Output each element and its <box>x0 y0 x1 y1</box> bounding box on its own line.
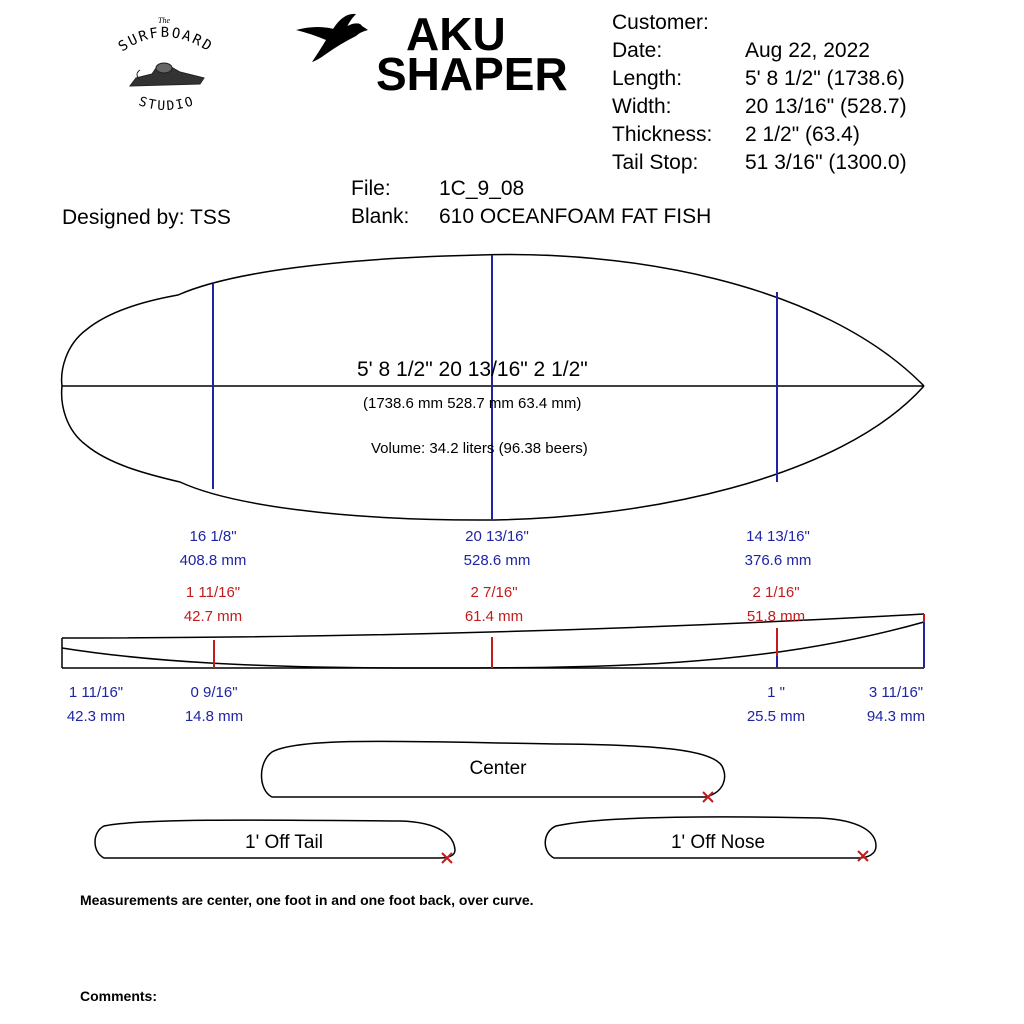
brand-line-1: AKU <box>406 8 506 60</box>
spec-tail-stop-value: 51 3/16" (1300.0) <box>745 151 907 174</box>
rocker-tail-mm: 42.3 mm <box>66 708 126 725</box>
thickness-tail-mm: 42.7 mm <box>183 608 243 625</box>
section-nose-label: 1' Off Nose <box>670 832 766 853</box>
rocker-tail-in: 1 11/16" <box>68 684 124 701</box>
section-tail-label: 1' Off Tail <box>245 832 323 853</box>
spec-date-label: Date: <box>612 39 663 62</box>
spec-thickness-label: Thickness: <box>612 123 713 146</box>
width-center-mm: 528.6 mm <box>463 552 531 569</box>
section-center-label: Center <box>469 758 527 779</box>
rocker-tail-foot-in: 0 9/16" <box>190 684 238 701</box>
brand-line-2: SHAPER <box>376 48 568 100</box>
spec-tail-stop-label: Tail Stop: <box>612 151 699 174</box>
thickness-nose-in: 2 1/16" <box>752 584 800 601</box>
thickness-nose-mm: 51.8 mm <box>746 608 806 625</box>
width-nose <box>726 525 830 573</box>
spec-customer-label: Customer: <box>612 11 709 34</box>
blank-label: Blank: <box>351 205 410 228</box>
thickness-nose <box>726 581 826 629</box>
blank-value: 610 OCEANFOAM FAT FISH <box>439 205 712 228</box>
width-nose-mm: 376.6 mm <box>744 552 812 569</box>
width-stations <box>213 255 777 520</box>
width-tail-mm: 408.8 mm <box>179 552 247 569</box>
file-value: 1C_9_08 <box>439 177 525 200</box>
rocker-tail-foot-mm: 14.8 mm <box>184 708 244 725</box>
rocker-nose-mm: 94.3 mm <box>866 708 926 725</box>
thickness-center-mm: 61.4 mm <box>464 608 524 625</box>
spec-date-value: Aug 22, 2022 <box>745 39 870 62</box>
width-nose-in: 14 13/16" <box>746 528 810 545</box>
file-label: File: <box>351 177 391 200</box>
spec-width-value: 20 13/16" (528.7) <box>745 95 907 118</box>
spec-length-value: 5' 8 1/2" (1738.6) <box>745 67 905 90</box>
thickness-center-in: 2 7/16" <box>470 584 518 601</box>
comments-label: Comments: <box>80 988 158 1004</box>
section-nose-x-icon <box>858 851 868 861</box>
thickness-tail <box>163 581 263 629</box>
thickness-center <box>442 581 546 629</box>
outline-dims-imperial: 5' 8 1/2" 20 13/16" 2 1/2" <box>357 358 588 381</box>
spec-thickness-value: 2 1/2" (63.4) <box>745 123 860 146</box>
width-tail-in: 16 1/8" <box>189 528 237 545</box>
outline-dims-metric: (1738.6 mm 528.7 mm 63.4 mm) <box>363 395 582 412</box>
rocker-tail <box>54 681 138 729</box>
rocker-nose-in: 3 11/16" <box>868 684 924 701</box>
designer-label: Designed by: TSS <box>62 206 231 229</box>
thickness-tail-in: 1 11/16" <box>185 584 241 601</box>
logo-bottom-text: STUDIO <box>136 93 197 115</box>
spec-width-label: Width: <box>612 95 672 118</box>
width-center-in: 20 13/16" <box>465 528 529 545</box>
rocker-nose <box>856 681 936 729</box>
rocker-nose-foot <box>736 681 816 729</box>
rocker-tail-foot <box>174 681 254 729</box>
width-tail <box>163 525 263 573</box>
outline-volume: Volume: 34.2 liters (96.38 beers) <box>371 440 588 457</box>
logo-top-text: The <box>158 16 170 25</box>
logo-arc-text: SURFBOARD <box>115 24 216 56</box>
width-center <box>442 525 552 573</box>
rocker-nose-foot-in: 1 " <box>767 684 785 701</box>
measurement-note: Measurements are center, one foot in and one foot back, over curve. <box>80 892 534 908</box>
spec-length-label: Length: <box>612 67 683 90</box>
rocker-nose-foot-mm: 25.5 mm <box>746 708 806 725</box>
